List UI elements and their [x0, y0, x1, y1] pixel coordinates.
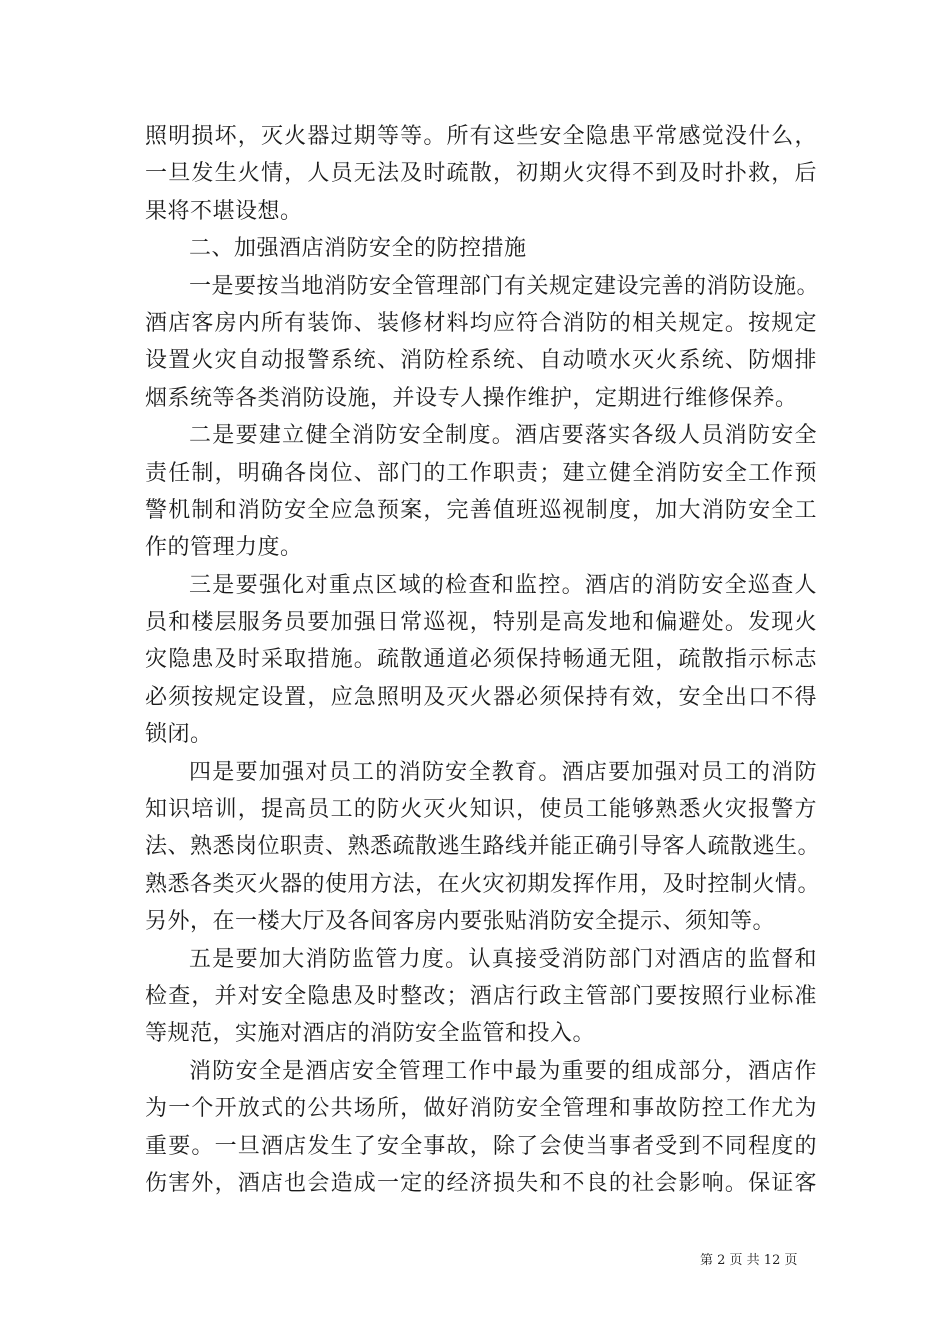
body-text — [145, 118, 821, 1202]
text-line: 烟系统等各类消防设施，并设专人操作维护，定期进行维修保养。 — [145, 385, 798, 411]
text-line: 设置火灾自动报警系统、消防栓系统、自动喷水灭火系统、防烟排 — [145, 348, 817, 374]
text-line: 消防安全是酒店安全管理工作中最为重要的组成部分，酒店作 — [189, 1058, 817, 1084]
text-line: 员和楼层服务员要加强日常巡视，特别是高发地和偏避处。发现火 — [145, 610, 817, 636]
text-line: 三是要强化对重点区域的检查和监控。酒店的消防安全巡查人 — [189, 572, 817, 598]
text-line: 四是要加强对员工的消防安全教育。酒店要加强对员工的消防 — [189, 759, 817, 785]
text-line: 重要。一旦酒店发生了安全事故，除了会使当事者受到不同程度的 — [145, 1133, 817, 1159]
text-line: 警机制和消防安全应急预案，完善值班巡视制度，加大消防安全工 — [145, 497, 817, 523]
page-number-footer: 第 2 页 共 12 页 — [700, 1253, 798, 1268]
text-line: 照明损坏，灭火器过期等等。所有这些安全隐患平常感觉没什么， — [145, 124, 817, 149]
text-line: 锁闭。 — [145, 722, 213, 748]
text-line: 责任制，明确各岗位、部门的工作职责；建立健全消防安全工作预 — [145, 460, 817, 486]
text-line: 一旦发生火情，人员无法及时疏散，初期火灾得不到及时扑救，后 — [145, 161, 817, 187]
text-line: 等规范，实施对酒店的消防安全监管和投入。 — [145, 1021, 596, 1047]
text-line: 二是要建立健全消防安全制度。酒店要落实各级人员消防安全 — [189, 423, 817, 449]
text-line: 检查，并对安全隐患及时整改；酒店行政主管部门要按照行业标准 — [145, 983, 817, 1009]
text-line: 必须按规定设置，应急照明及灭火器必须保持有效，安全出口不得 — [145, 684, 817, 710]
text-line: 果将不堪设想。 — [145, 198, 303, 224]
text-line: 法、熟悉岗位职责、熟悉疏散逃生路线并能正确引导客人疏散逃生。 — [145, 834, 821, 860]
text-line: 伤害外，酒店也会造成一定的经济损失和不良的社会影响。保证客 — [145, 1170, 817, 1196]
text-line: 为一个开放式的公共场所，做好消防安全管理和事故防控工作尤为 — [145, 1096, 817, 1122]
text-line: 灾隐患及时采取措施。疏散通道必须保持畅通无阻，疏散指示标志 — [145, 647, 817, 673]
text-line: 知识培训，提高员工的防火灭火知识，使员工能够熟悉火灾报警方 — [145, 797, 817, 823]
text-line: 一是要按当地消防安全管理部门有关规定建设完善的消防设施。 — [189, 273, 820, 299]
text-line: 另外，在一楼大厅及各间客房内要张贴消防安全提示、须知等。 — [145, 909, 776, 935]
text-line: 酒店客房内所有装饰、装修材料均应符合消防的相关规定。按规定 — [145, 310, 817, 336]
text-line: 二、加强酒店消防安全的防控措施 — [189, 236, 527, 262]
text-line: 熟悉各类灭火器的使用方法，在火灾初期发挥作用，及时控制火情。 — [145, 871, 821, 897]
text-line: 五是要加大消防监管力度。认真接受消防部门对酒店的监督和 — [189, 946, 817, 972]
text-line: 作的管理力度。 — [145, 535, 303, 561]
